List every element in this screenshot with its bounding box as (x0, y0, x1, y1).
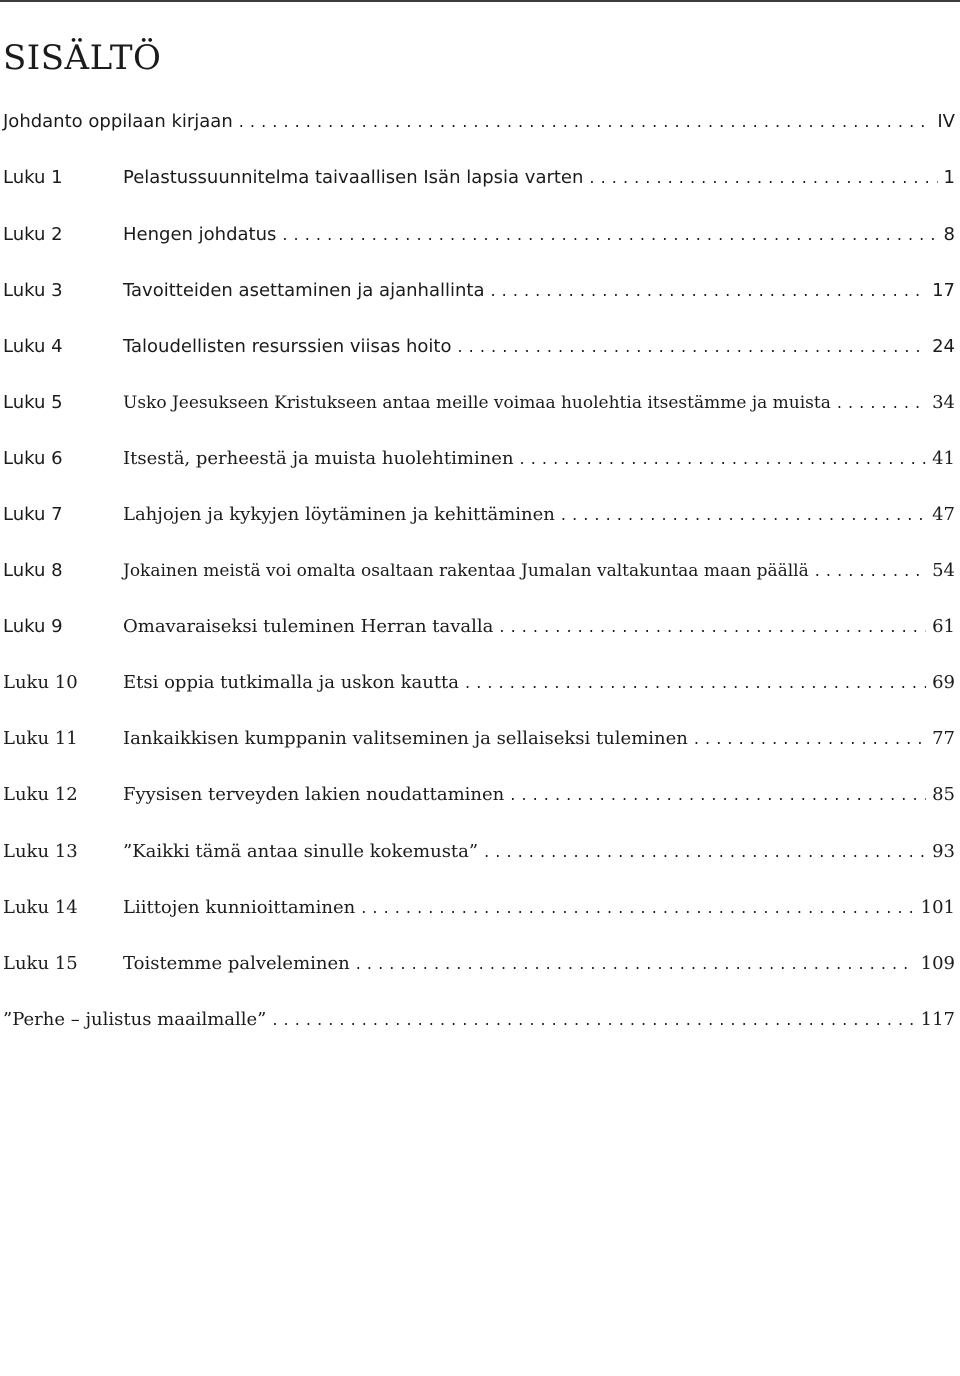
dot-leader (465, 668, 926, 698)
dot-leader (272, 1005, 914, 1035)
page-title: SISÄLTÖ (3, 38, 162, 78)
dot-leader (520, 444, 927, 474)
dot-leader (589, 163, 937, 193)
dot-leader (510, 780, 926, 810)
toc-entry-chapter-3[interactable] (3, 276, 955, 306)
toc-page-number: 34 (932, 392, 955, 413)
toc-page-number: 47 (932, 504, 955, 525)
dot-leader (837, 388, 926, 418)
toc-entry-chapter-2[interactable] (3, 220, 955, 250)
toc-chapter-number: Luku 13 (3, 841, 78, 862)
toc-chapter-number: Luku 1 (3, 167, 63, 188)
toc-entry-chapter-8[interactable] (3, 556, 955, 586)
toc-entry-chapter-15[interactable] (3, 949, 955, 979)
toc-chapter-number: Luku 5 (3, 392, 63, 413)
toc-page-number: 54 (932, 560, 955, 581)
toc-entry-title: Fyysisen terveyden lakien noudattaminen (123, 784, 505, 805)
toc-chapter-number: Luku 11 (3, 728, 78, 749)
toc-entry-title: ”Perhe – julistus maailmalle” (3, 1009, 267, 1030)
toc-entry-title: Jokainen meistä voi omalta osaltaan rakentaa Jumalan valtakuntaa maan päällä (123, 561, 809, 581)
toc-chapter-number: Luku 14 (3, 897, 78, 918)
toc-entry-title: Etsi oppia tutkimalla ja uskon kautta (123, 672, 460, 693)
toc-entry-chapter-4[interactable] (3, 332, 955, 362)
toc-entry-title: Itsestä, perheestä ja muista huolehtiminen (123, 448, 514, 469)
toc-entry-chapter-9[interactable] (3, 612, 955, 642)
toc-chapter-number: Luku 10 (3, 672, 78, 693)
toc-entry-chapter-13[interactable] (3, 837, 955, 867)
toc-entry-chapter-12[interactable] (3, 780, 955, 810)
dot-leader (484, 837, 926, 867)
toc-page-number: 101 (920, 897, 955, 918)
toc-page-number: 17 (932, 280, 955, 301)
toc-entry-family-proclamation[interactable] (3, 1005, 955, 1035)
toc-page-number: 109 (920, 953, 955, 974)
toc-page-number: 117 (920, 1009, 955, 1030)
dot-leader (361, 893, 914, 923)
dot-leader (356, 949, 915, 979)
toc-page-number: 1 (943, 167, 955, 188)
toc-entry-title: Pelastussuunnitelma taivaallisen Isän lapsia varten (123, 167, 584, 188)
dot-leader (499, 612, 926, 642)
dot-leader (239, 107, 932, 137)
toc-entry-chapter-1[interactable] (3, 163, 955, 193)
dot-leader (282, 220, 937, 250)
toc-page-number: 61 (932, 616, 955, 637)
toc-entry-title: Toistemme palveleminen (123, 953, 350, 974)
toc-entry-title: Lahjojen ja kykyjen löytäminen ja kehittäminen (123, 504, 555, 525)
toc-chapter-number: Luku 7 (3, 504, 63, 525)
toc-entry-title: Tavoitteiden asettaminen ja ajanhallinta (123, 280, 485, 301)
toc-entry-introduction[interactable] (3, 107, 955, 137)
toc-chapter-number: Luku 6 (3, 448, 63, 469)
toc-entry-title: Taloudellisten resurssien viisas hoito (123, 336, 452, 357)
dot-leader (458, 332, 927, 362)
dot-leader (490, 276, 926, 306)
toc-page-number: 41 (932, 448, 955, 469)
dot-leader (561, 500, 926, 530)
toc-page-number: 8 (943, 224, 955, 245)
toc-page-number: 85 (932, 784, 955, 805)
toc-chapter-number: Luku 8 (3, 560, 63, 581)
toc-entry-chapter-7[interactable] (3, 500, 955, 530)
toc-entry-title: Liittojen kunnioittaminen (123, 897, 356, 918)
toc-entry-chapter-11[interactable] (3, 724, 955, 754)
toc-page-number: 93 (932, 841, 955, 862)
toc-page-number: 77 (932, 728, 955, 749)
toc-chapter-number: Luku 12 (3, 784, 78, 805)
dot-leader (694, 724, 926, 754)
toc-chapter-number: Luku 9 (3, 616, 63, 637)
toc-page-number: 24 (932, 336, 955, 357)
toc-chapter-number: Luku 15 (3, 953, 78, 974)
toc-chapter-number: Luku 3 (3, 280, 63, 301)
toc-entry-chapter-14[interactable] (3, 893, 955, 923)
toc-entry-chapter-6[interactable] (3, 444, 955, 474)
toc-chapter-number: Luku 4 (3, 336, 63, 357)
toc-entry-title: Iankaikkisen kumppanin valitseminen ja sellaiseksi tuleminen (123, 728, 688, 749)
toc-chapter-number: Luku 2 (3, 224, 63, 245)
toc-entry-chapter-5[interactable] (3, 388, 955, 418)
toc-entry-title: ”Kaikki tämä antaa sinulle kokemusta” (123, 841, 479, 862)
dot-leader (815, 556, 926, 586)
toc-entry-title: Usko Jeesukseen Kristukseen antaa meille voimaa huolehtia itsestämme ja muista (123, 393, 831, 413)
toc-entry-chapter-10[interactable] (3, 668, 955, 698)
toc-entry-title: Johdanto oppilaan kirjaan (3, 111, 233, 132)
toc-page-number: IV (937, 111, 955, 132)
toc-entry-title: Hengen johdatus (123, 224, 277, 245)
toc-entry-title: Omavaraiseksi tuleminen Herran tavalla (123, 616, 494, 637)
toc-page-number: 69 (932, 672, 955, 693)
